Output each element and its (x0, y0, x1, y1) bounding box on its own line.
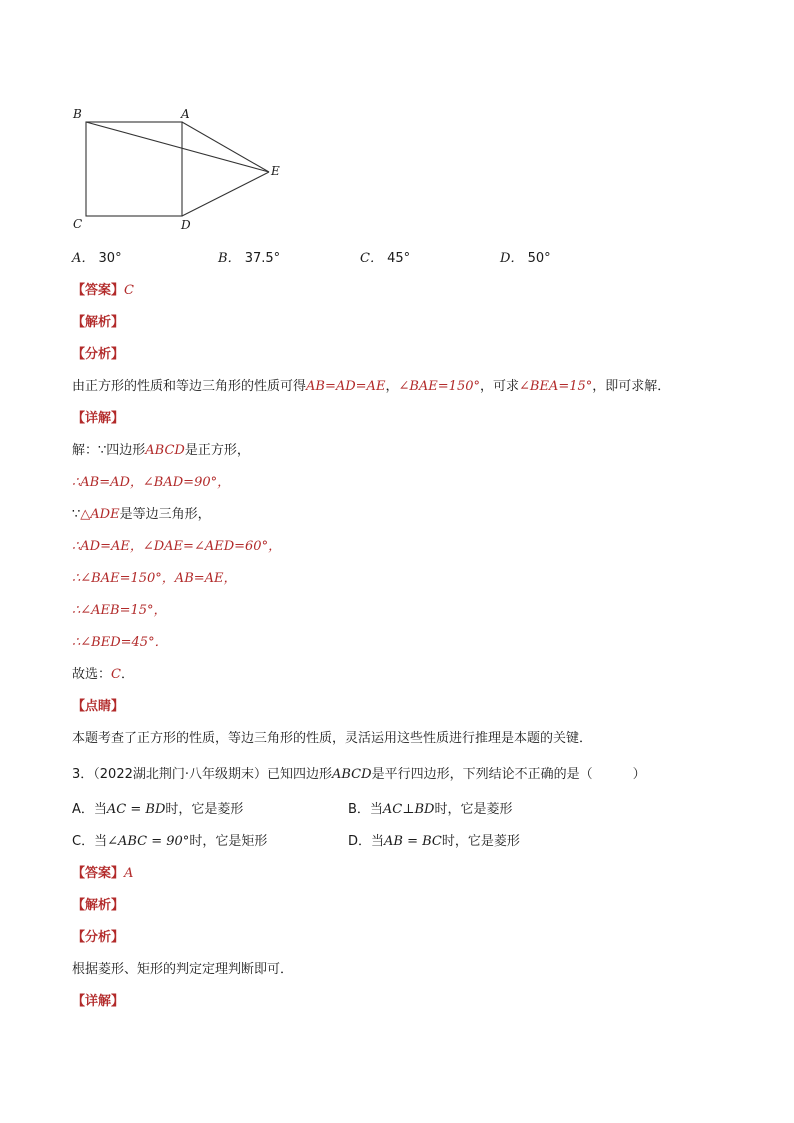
q2-option-d-value: 50° (527, 251, 551, 266)
q2-step-3-text-a: ∵ (72, 507, 81, 522)
label-d: D (181, 218, 191, 232)
q3-stem (72, 766, 646, 784)
q2-step-3 (72, 506, 211, 524)
segment-be (86, 122, 269, 172)
q2-step-7: ∴∠BED=45°． (72, 635, 168, 650)
q2-step-4: ∴AD=AE，∠DAE=∠AED=60°， (72, 539, 282, 554)
q3-stem-text-a: 3．（2022湖北荆门·八年级期末）已知四边形 (72, 767, 332, 782)
q3-option-d-text-a: D．当 (348, 834, 385, 849)
q2-option-b-value: 37.5° (244, 251, 281, 266)
q2-option-b (218, 250, 280, 268)
q2-answer-value: C (124, 283, 134, 298)
q3-option-b-text-b: 时，它是菱形 (434, 802, 513, 817)
q3-option-a-math: AC = BD (106, 802, 166, 817)
q3-analysis: 根据菱形、矩形的判定定理判断即可． (72, 962, 294, 977)
q2-step-1-text-a: 解：∵四边形 (72, 443, 146, 458)
q2-step-1-text-b: 是正方形， (184, 443, 250, 458)
q3-option-c-math: ∠ABC = 90° (107, 834, 190, 849)
q2-jiexi-label: 【解析】 (72, 315, 125, 330)
q2-analysis-math-2: ∠BAE=150° (398, 379, 480, 394)
q2-analysis-text-1: 由正方形的性质和等边三角形的性质可得 (72, 379, 307, 394)
q2-step-8-text-a: 故选： (72, 667, 112, 682)
label-e: E (271, 164, 280, 178)
q2-dianjing-label: 【点睛】 (72, 699, 125, 714)
segment-ae (182, 122, 269, 172)
q2-option-c (360, 250, 410, 268)
geometry-figure (64, 100, 294, 235)
q3-option-a (72, 801, 243, 819)
q3-option-d-text-b: 时，它是菱形 (441, 834, 520, 849)
q2-step-3-text-b: 是等边三角形， (119, 507, 211, 522)
q2-option-a (72, 250, 122, 268)
q2-summary: 本题考查了正方形的性质，等边三角形的性质，灵活运用这些性质进行推理是本题的关键． (72, 731, 593, 746)
q2-analysis-text-2: ， (385, 379, 399, 394)
q3-option-a-text-b: 时，它是菱形 (165, 802, 244, 817)
q2-option-b-letter: B． (218, 251, 241, 266)
q2-xiangjie-label: 【详解】 (72, 411, 125, 426)
q2-analysis-math-3: ∠BEA=15° (519, 379, 593, 394)
q2-answer-label: 【答案】 (72, 283, 125, 298)
q3-option-c-text-b: 时，它是矩形 (189, 834, 268, 849)
segment-de (182, 172, 269, 216)
q2-dianjing-heading (72, 698, 124, 716)
q2-analysis-text-4: ，即可求解． (592, 379, 671, 394)
q3-answer (72, 865, 133, 883)
q3-answer-label: 【答案】 (72, 866, 125, 881)
q3-xiangjie-label: 【详解】 (72, 994, 125, 1009)
q2-analysis-text-3: ，可求 (479, 379, 519, 394)
q3-answer-value: A (124, 866, 134, 881)
q2-step-8 (72, 666, 134, 684)
q2-step-8-text-b: ． (120, 667, 134, 682)
q3-stem-math: ABCD (332, 767, 372, 782)
label-b: B (73, 107, 82, 121)
q3-stem-text-c: ） (632, 767, 646, 782)
q2-step-3-math: △ADE (80, 507, 120, 522)
q2-xiangjie-heading (72, 410, 124, 428)
q3-option-b (348, 801, 512, 819)
q3-stem-text-b: 是平行四边形，下列结论不正确的是（ (371, 767, 593, 782)
q3-option-b-math: AC⊥BD (382, 802, 435, 817)
q2-option-a-value: 30° (98, 251, 122, 266)
q2-step-2: ∴AB=AD，∠BAD=90°， (72, 475, 231, 490)
q3-xiangjie-heading (72, 993, 124, 1011)
q3-option-d-math: AB = BC (384, 834, 442, 849)
q3-jiexi-heading (72, 897, 124, 915)
q2-option-d (500, 250, 551, 268)
q2-fenxi-heading (72, 346, 124, 364)
label-c: C (73, 217, 83, 231)
q2-analysis-math-1: AB=AD=AE (306, 379, 386, 394)
q3-fenxi-heading (72, 929, 124, 947)
q3-option-a-text-a: A．当 (72, 802, 107, 817)
q3-jiexi-label: 【解析】 (72, 898, 125, 913)
q2-step-1-math: ABCD (145, 443, 185, 458)
q2-option-a-letter: A． (72, 251, 95, 266)
q2-jiexi-heading (72, 314, 124, 332)
label-a: A (181, 107, 190, 121)
q2-option-d-letter: D． (500, 251, 524, 266)
q3-option-c (72, 833, 267, 851)
q3-option-d (348, 833, 520, 851)
q2-analysis (72, 378, 670, 396)
q2-option-c-letter: C． (360, 251, 383, 266)
q3-option-c-text-a: C．当 (72, 834, 108, 849)
q2-step-8-math: C (111, 667, 121, 682)
q2-step-1 (72, 442, 250, 460)
q2-step-5: ∴∠BAE=150°，AB=AE， (72, 571, 237, 586)
q3-fenxi-label: 【分析】 (72, 930, 125, 945)
q3-option-b-text-a: B．当 (348, 802, 383, 817)
q2-option-c-value: 45° (387, 251, 411, 266)
q2-step-6: ∴∠AEB=15°， (72, 603, 167, 618)
q2-fenxi-label: 【分析】 (72, 347, 125, 362)
square-abcd (86, 122, 182, 216)
square-triangle-diagram (64, 100, 294, 235)
q2-answer (72, 282, 134, 300)
